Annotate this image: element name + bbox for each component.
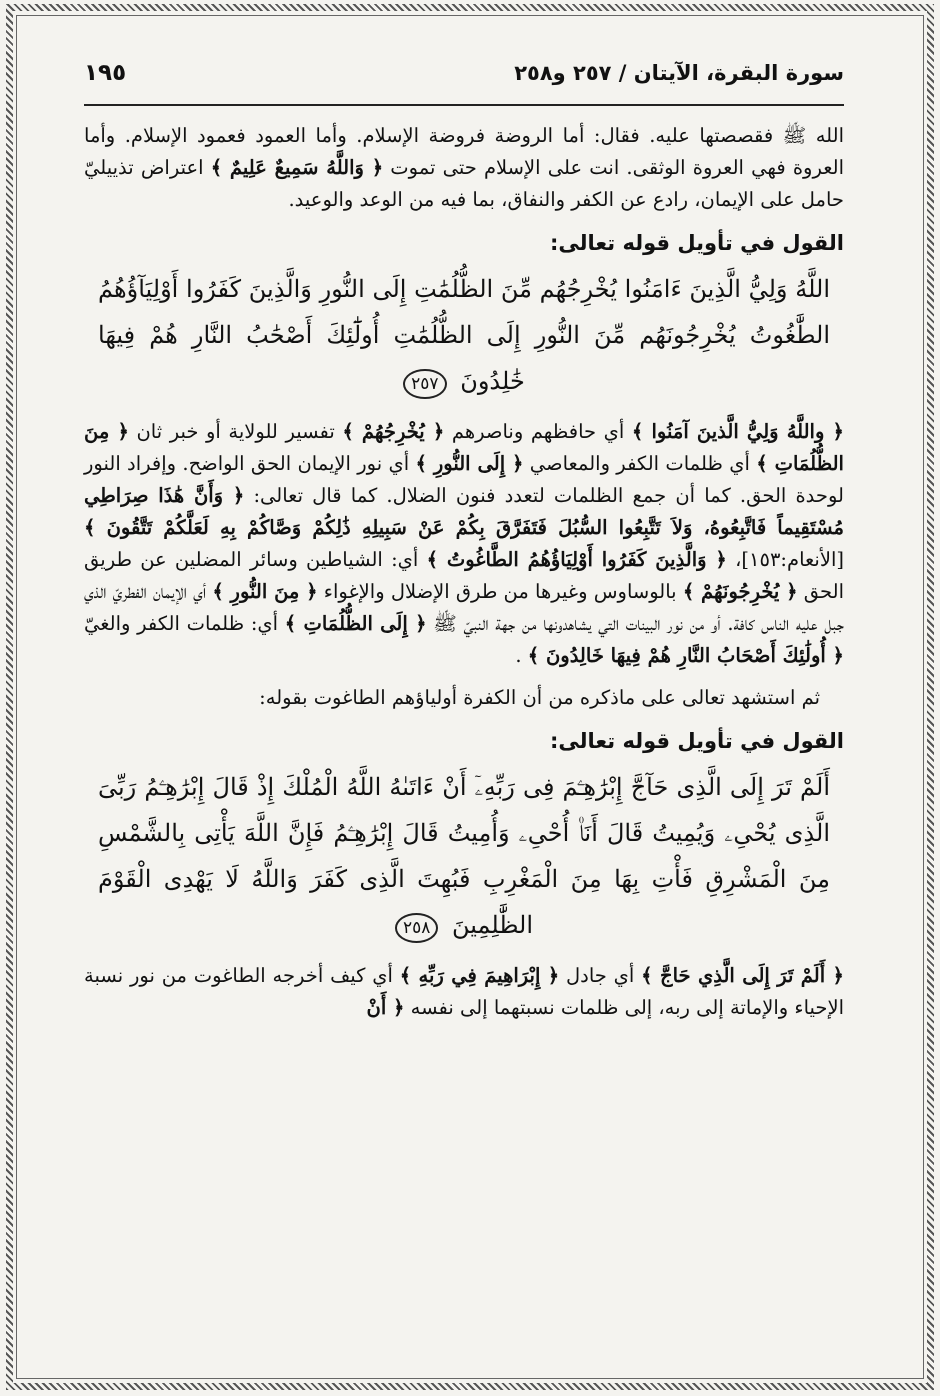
quran-quote: ﴿ إِلَى الظُّلُمَاتِ ﴾ xyxy=(284,612,427,635)
quran-quote: ﴿ أَلَمْ تَرَ إِلَى الَّذِي حَاجَّ ﴾ xyxy=(641,964,844,987)
quran-quote: ﴿ وَالَّذِينَ كَفَرُوا أَوْلِيَاؤُهُمُ الطَّاغُوتُ ﴾ xyxy=(426,548,727,571)
page xyxy=(84,60,844,1360)
page-content xyxy=(84,106,844,1024)
verse-text: اللَّهُ وَلِيُّ الَّذِينَ ءَامَنُوا يُخْرِجُهُم مِّنَ الظُّلُمَٰتِ إِلَى النُّورِ وَالَّذِينَ كَفَرُوا أَوْلِيَآؤُهُمُ الطَّٰغُوتُ يُخْرِجُونَهُم مِّنَ النُّورِ إِلَى الظُّلُمَٰتِ أُولَٰٓئِكَ أَصْحَٰبُ النَّارِ هُمْ فِيهَا خَٰلِدُونَ xyxy=(98,275,830,395)
quran-quote: ﴿ يُخْرِجُونَهُمْ ﴾ xyxy=(682,580,798,603)
running-title: سورة البقرة، الآيتان / ٢٥٧ و٢٥٨ xyxy=(514,61,844,85)
text-run: [الأنعام:١٥٣]، xyxy=(726,548,844,571)
verse-text: أَلَمْ تَرَ إِلَى الَّذِى حَآجَّ إِبْرَٰهِـۧمَ فِى رَبِّهِۦٓ أَنْ ءَاتَىٰهُ اللَّهُ الْمُلْكَ إِذْ قَالَ إِبْرَٰهِـۧمُ رَبِّىَ الَّذِى يُحْىِۦ وَيُمِيتُ قَالَ أَنَا۠ أُحْىِۦ وَأُمِيتُ قَالَ إِبْرَٰهِـۧمُ فَإِنَّ اللَّهَ يَأْتِى بِالشَّمْسِ مِنَ الْمَشْرِقِ فَأْتِ بِهَا مِنَ الْمَغْرِبِ فَبُهِتَ الَّذِى كَفَرَ وَاللَّهُ لَا يَهْدِى الْقَوْمَ الظَّٰلِمِينَ xyxy=(98,773,830,939)
verse-block-258 xyxy=(84,764,844,948)
text-run: بالوساوس وغيرها من طرق الإضلال والإغواء xyxy=(317,580,683,603)
paragraph-4 xyxy=(84,960,844,1024)
section-heading-2: القول في تأويل قوله تعالى: xyxy=(550,729,844,753)
quran-quote: ﴿ وَأَنَّ هَٰذَا صِرَاطِي مُسْتَقِيماً فَاتَّبِعُوهُ، وَلاَ تَتَّبِعُوا السُّبُلَ فَتَفَرَّقَ بِكُمْ عَنْ سَبِيلِهِ ذَٰلِكُمْ وَصَّاكُمْ بِهِ لَعَلَّكُمْ تَتَّقُونَ ﴾ xyxy=(84,484,844,539)
quran-quote: ﴿ وَاللَّهُ سَمِيعٌ عَلِيمٌ ﴾ xyxy=(210,156,384,179)
text-run: أي الإيمان الفطريّ الذي جبل عليه الناس كافة. أو من نور البينات التي يشاهدونها من جهة النبيّ ﷺ xyxy=(84,580,844,635)
page-number: ١٩٥ xyxy=(84,60,127,86)
text-run: أي: الشياطين وسائر المضلين عن طريق الحق xyxy=(84,548,844,603)
text-run: أي كيف أخرجه الطاغوت من نور نسبة الإحياء والإماتة إلى ربه، إلى ظلمات نسبتهما إلى نفسه xyxy=(84,964,844,1019)
text-run: . xyxy=(515,644,528,667)
quran-quote: ﴿ مِنَ النُّورِ ﴾ xyxy=(212,580,318,603)
text-run: أي نور الإيمان الحق الواضح. وإفراد النور لوحدة الحق. كما أن جمع الظلمات لتعدد فنون الضلال. كما قال تعالى: xyxy=(84,452,844,507)
quran-quote: ﴿ يُخْرِجُهُمْ ﴾ xyxy=(342,420,445,443)
running-header xyxy=(84,60,844,106)
paragraph-2 xyxy=(84,416,844,672)
quran-quote: ﴿ إِلَى النُّورِ ﴾ xyxy=(415,452,524,475)
verse-block-257 xyxy=(84,266,844,404)
text-run: أي ظلمات الكفر والمعاصي xyxy=(523,452,757,475)
paragraph-1 xyxy=(84,120,844,216)
quran-quote: ﴿ أُولَٰئِكَ أَصْحَابُ النَّارِ هُمْ فِيهَا خَالِدُونَ ﴾ xyxy=(527,644,844,667)
text-run: أي جادل xyxy=(559,964,642,987)
paragraph-3: ثم استشهد تعالى على ماذكره من أن الكفرة أولياؤهم الطاغوت بقوله: xyxy=(259,686,820,709)
section-heading-1: القول في تأويل قوله تعالى: xyxy=(550,231,844,255)
quran-quote: ﴿ مِنَ الظُّلُمَاتِ ﴾ xyxy=(84,420,844,475)
text-run: أي حافظهم وناصرهم xyxy=(444,420,632,443)
text-run: الله ﷺ فقصصتها عليه. فقال: أما الروضة فروضة الإسلام. وأما العمود فعمود الإسلام. وأما العروة فهي العروة الوثقى. انت على الإسلام حتى تموت xyxy=(84,124,844,179)
ayah-number-marker: ٢٥٨ xyxy=(395,913,438,943)
text-run: اعتراض تذييليّ حامل على الإيمان، رادع عن الكفر والنفاق، بما فيه من الوعد والوعيد. xyxy=(84,156,844,211)
quran-quote: ﴿ واللَّهُ وَلِيُّ الَّذينَ آمَنُوا ﴾ xyxy=(631,420,844,443)
text-run: تفسير للولاية أو خبر ثان xyxy=(128,420,343,443)
quran-quote: ﴿ إِبْرَاهِيمَ فِي رَبِّهِ ﴾ xyxy=(399,964,560,987)
quran-quote: ﴿ أَنْ xyxy=(366,996,405,1019)
text-run: أي: ظلمات الكفر والغيّ xyxy=(84,612,285,635)
ayah-number-marker: ٢٥٧ xyxy=(403,369,446,399)
